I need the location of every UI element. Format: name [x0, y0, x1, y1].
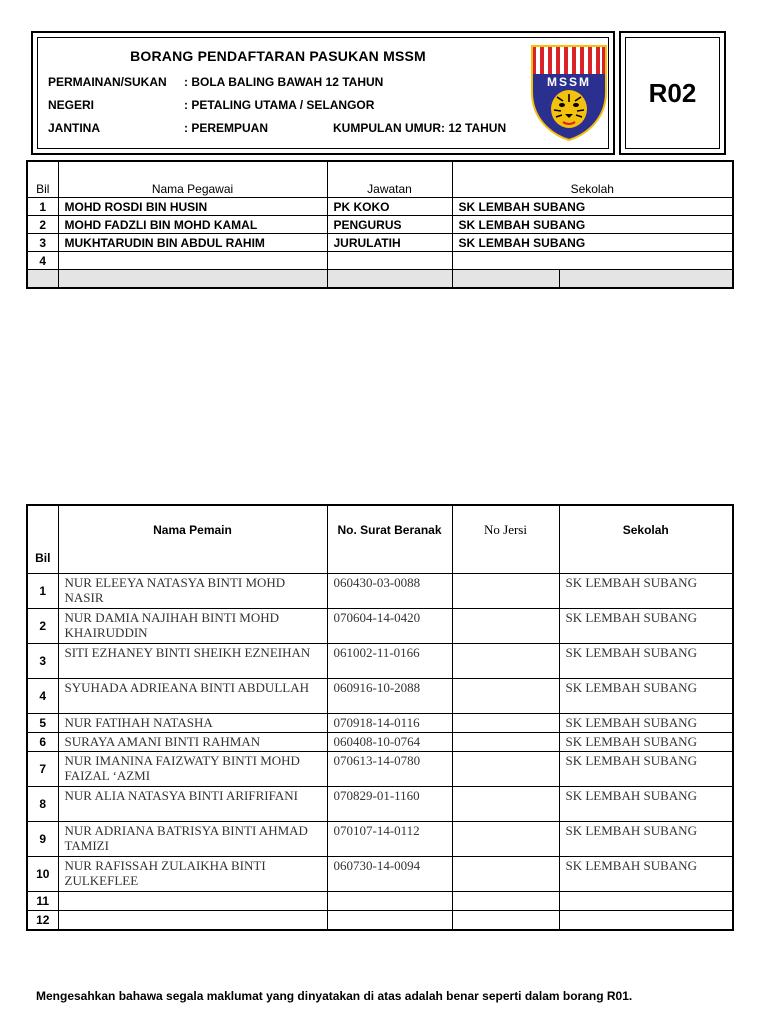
cell-nama: NUR FATIHAH NATASHA: [58, 714, 327, 733]
cell-sekolah: SK LEMBAH SUBANG: [452, 216, 733, 234]
header-value: : BOLA BALING BAWAH 12 TAHUN: [184, 75, 384, 89]
form-code-box: [619, 31, 726, 155]
cell-surat: 060916-10-2088: [327, 679, 452, 714]
cell-surat: 060408-10-0764: [327, 733, 452, 752]
form-header: [31, 31, 615, 155]
cell-bil: 7: [27, 752, 58, 787]
cell-jersi: [452, 609, 559, 644]
cell-bil: 3: [27, 234, 58, 252]
cell-sekolah: SK LEMBAH SUBANG: [559, 644, 733, 679]
cell-nama: NUR RAFISSAH ZULAIKHA BINTI ZULKEFLEE: [58, 857, 327, 892]
players-table: [26, 504, 734, 931]
cell-jawatan: JURULATIH: [327, 234, 452, 252]
cell-nama: SITI EZHANEY BINTI SHEIKH EZNEIHAN: [58, 644, 327, 679]
table-row: [27, 198, 733, 216]
cell-sekolah: SK LEMBAH SUBANG: [452, 234, 733, 252]
cell-bil: 10: [27, 857, 58, 892]
cell-sekolah: SK LEMBAH SUBANG: [559, 822, 733, 857]
cell-empty: [58, 270, 327, 289]
cell-sekolah: [559, 911, 733, 931]
form-header-inner: [37, 37, 609, 149]
cell-jersi: [452, 574, 559, 609]
cell-surat: 070918-14-0116: [327, 714, 452, 733]
cell-surat: 070107-14-0112: [327, 822, 452, 857]
col-header-surat-beranak: No. Surat Beranak: [327, 505, 452, 574]
cell-nama: NUR ALIA NATASYA BINTI ARIFRIFANI: [58, 787, 327, 822]
col-header-bil: Bil: [27, 161, 58, 198]
cell-empty: [559, 270, 733, 289]
table-row: [27, 787, 733, 822]
cell-nama: NUR ELEEYA NATASYA BINTI MOHD NASIR: [58, 574, 327, 609]
cell-sekolah: SK LEMBAH SUBANG: [559, 752, 733, 787]
cell-empty: [27, 270, 58, 289]
table-row: [27, 644, 733, 679]
declaration-text: Mengesahkan bahawa segala maklumat yang dinyatakan di atas adalah benar seperti dalam borang R01.: [36, 989, 633, 1003]
cell-jersi: [452, 787, 559, 822]
col-header-nama-pegawai: Nama Pegawai: [58, 161, 327, 198]
header-label: PERMAINAN/SUKAN: [48, 75, 167, 89]
header-label: NEGERI: [48, 98, 95, 112]
cell-bil: 4: [27, 679, 58, 714]
mssm-logo-icon: [530, 44, 608, 142]
cell-surat: 060730-14-0094: [327, 857, 452, 892]
table-row: [27, 252, 733, 270]
cell-nama: [58, 252, 327, 270]
cell-sekolah: SK LEMBAH SUBANG: [452, 198, 733, 216]
cell-sekolah: [452, 252, 733, 270]
cell-bil: 11: [27, 892, 58, 911]
table-row: [27, 714, 733, 733]
header-value: : PETALING UTAMA / SELANGOR: [184, 98, 375, 112]
table-row: [27, 911, 733, 931]
cell-bil: 5: [27, 714, 58, 733]
table-row: [27, 234, 733, 252]
cell-jersi: [452, 822, 559, 857]
cell-surat: 070604-14-0420: [327, 609, 452, 644]
col-header-sekolah: Sekolah: [559, 505, 733, 574]
cell-jersi: [452, 714, 559, 733]
cell-jersi: [452, 644, 559, 679]
cell-bil: 2: [27, 216, 58, 234]
players-body: [27, 574, 733, 931]
table-row: [27, 733, 733, 752]
cell-bil: 12: [27, 911, 58, 931]
header-label: JANTINA: [48, 121, 101, 135]
col-header-no-jersi: No Jersi: [452, 505, 559, 574]
cell-empty: [327, 270, 452, 289]
header-row-negeri: [48, 98, 374, 112]
header-value: : PEREMPUAN: [184, 121, 269, 135]
table-row: [27, 574, 733, 609]
cell-nama: NUR ADRIANA BATRISYA BINTI AHMAD TAMIZI: [58, 822, 327, 857]
table-row: [27, 216, 733, 234]
table-row: [27, 752, 733, 787]
cell-nama: NUR IMANINA FAIZWATY BINTI MOHD FAIZAL ‘AZMI: [58, 752, 327, 787]
cell-jawatan: PENGURUS: [327, 216, 452, 234]
kumpulan-umur: KUMPULAN UMUR: 12 TAHUN: [333, 121, 507, 135]
cell-sekolah: SK LEMBAH SUBANG: [559, 714, 733, 733]
cell-nama: MOHD ROSDI BIN HUSIN: [58, 198, 327, 216]
col-header-bil: Bil: [27, 505, 58, 574]
table-row: [27, 679, 733, 714]
cell-jersi: [452, 679, 559, 714]
cell-surat: 060430-03-0088: [327, 574, 452, 609]
cell-jersi: [452, 752, 559, 787]
officials-header-row: [27, 161, 733, 198]
cell-sekolah: SK LEMBAH SUBANG: [559, 787, 733, 822]
cell-bil: 9: [27, 822, 58, 857]
cell-nama: MUKHTARUDIN BIN ABDUL RAHIM: [58, 234, 327, 252]
header-row-jantina: [48, 121, 518, 135]
cell-nama: [58, 892, 327, 911]
cell-bil: 8: [27, 787, 58, 822]
cell-nama: SYUHADA ADRIEANA BINTI ABDULLAH: [58, 679, 327, 714]
cell-jawatan: [327, 252, 452, 270]
form-code: R02: [625, 37, 720, 149]
cell-bil: 4: [27, 252, 58, 270]
cell-jersi: [452, 911, 559, 931]
cell-sekolah: SK LEMBAH SUBANG: [559, 857, 733, 892]
cell-sekolah: SK LEMBAH SUBANG: [559, 609, 733, 644]
players-header-row: [27, 505, 733, 574]
table-row: [27, 822, 733, 857]
form-title: BORANG PENDAFTARAN PASUKAN MSSM: [130, 48, 426, 64]
cell-nama: NUR DAMIA NAJIHAH BINTI MOHD KHAIRUDDIN: [58, 609, 327, 644]
cell-empty: [452, 270, 559, 289]
table-row: [27, 892, 733, 911]
cell-sekolah: SK LEMBAH SUBANG: [559, 679, 733, 714]
col-header-sekolah: Sekolah: [452, 161, 733, 198]
cell-surat: [327, 911, 452, 931]
col-header-nama-pemain: Nama Pemain: [58, 505, 327, 574]
cell-nama: [58, 911, 327, 931]
cell-surat: 070829-01-1160: [327, 787, 452, 822]
cell-surat: 061002-11-0166: [327, 644, 452, 679]
table-row: [27, 857, 733, 892]
cell-sekolah: [559, 892, 733, 911]
table-row: [27, 609, 733, 644]
cell-jersi: [452, 733, 559, 752]
cell-sekolah: SK LEMBAH SUBANG: [559, 733, 733, 752]
cell-bil: 1: [27, 198, 58, 216]
officials-table: [26, 160, 734, 289]
cell-jawatan: PK KOKO: [327, 198, 452, 216]
header-row-permainan: [48, 75, 383, 89]
cell-bil: 3: [27, 644, 58, 679]
cell-bil: 6: [27, 733, 58, 752]
col-header-jawatan: Jawatan: [327, 161, 452, 198]
cell-nama: MOHD FADZLI BIN MOHD KAMAL: [58, 216, 327, 234]
logo-text: MSSM: [547, 75, 591, 89]
grey-spacer-row: [27, 270, 733, 289]
cell-bil: 1: [27, 574, 58, 609]
cell-surat: [327, 892, 452, 911]
cell-jersi: [452, 857, 559, 892]
cell-nama: SURAYA AMANI BINTI RAHMAN: [58, 733, 327, 752]
cell-jersi: [452, 892, 559, 911]
cell-bil: 2: [27, 609, 58, 644]
cell-surat: 070613-14-0780: [327, 752, 452, 787]
cell-sekolah: SK LEMBAH SUBANG: [559, 574, 733, 609]
